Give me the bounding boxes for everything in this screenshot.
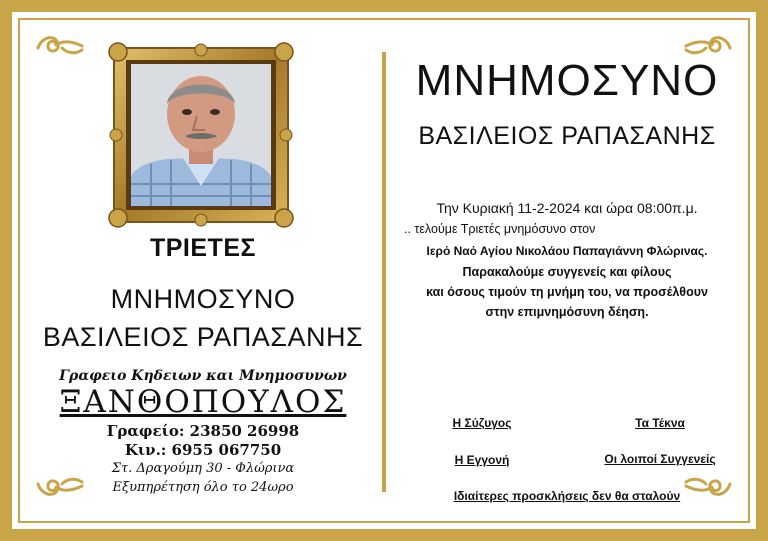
left-memorial-title: ΜΝΗΜΟΣΥΝΟ	[110, 284, 296, 314]
right-memorial-title: ΜΝΗΜΟΣΥΝΟ	[415, 56, 719, 105]
announcement-line-1: Την Κυριακή 11-2-2024 και ώρα 08:00π.μ.	[436, 200, 698, 216]
signature-relatives: Οι λοιποί Συγγενείς	[604, 452, 716, 466]
agency-mobile-phone: Κιν.: 6955 067750	[124, 441, 282, 459]
agency-address: Στ. Δραγούμη 30 - Φλώρινα	[111, 461, 295, 476]
announcement-line-3: Ιερό Ναό Αγίου Νικολάου Παπαγιάννη Φλώρινας.	[426, 244, 708, 258]
signature-children: Τα Τέκνα	[635, 416, 685, 430]
no-invitations-note: Ιδιαίτερες προσκλήσεις δεν θα σταλούν	[453, 489, 681, 503]
signature-spouse: Η Σύζυγος	[452, 416, 512, 430]
agency-line: Γραφειο Κηδειων και Μνημοσυνων	[59, 368, 347, 384]
flourish-top-left-icon	[34, 30, 86, 60]
portrait-photo	[131, 64, 271, 206]
announcement-line-2: .. τελούμε Τριετές μνημόσυνο στον	[404, 222, 596, 236]
center-divider	[382, 52, 386, 492]
agency-brand: ΞΑΝΘΟΠΟΥΛΟΣ	[59, 384, 347, 420]
agency-office-phone: Γραφείο: 23850 26998	[106, 422, 300, 440]
announcement-line-5: και όσους τιμούν τη μνήμη του, να προσέλθουν	[426, 285, 708, 299]
left-deceased-name: ΒΑΣΙΛΕΙΟΣ ΡΑΠΑΣΑΝΗΣ	[42, 322, 364, 352]
announcement-line-6: στην επιμνημόσυνη δέηση.	[485, 305, 649, 319]
announcement-line-4: Παρακαλούμε συγγενείς και φίλους	[462, 265, 672, 279]
right-deceased-name: ΒΑΣΙΛΕΙΟΣ ΡΑΠΑΣΑΝΗΣ	[418, 122, 716, 150]
signature-granddaughter: Η Εγγονή	[454, 453, 510, 467]
years-heading: ΤΡΙΕΤΕΣ	[149, 234, 256, 262]
agency-service-hours: Εξυπηρέτηση όλο το 24ωρο	[112, 480, 294, 495]
